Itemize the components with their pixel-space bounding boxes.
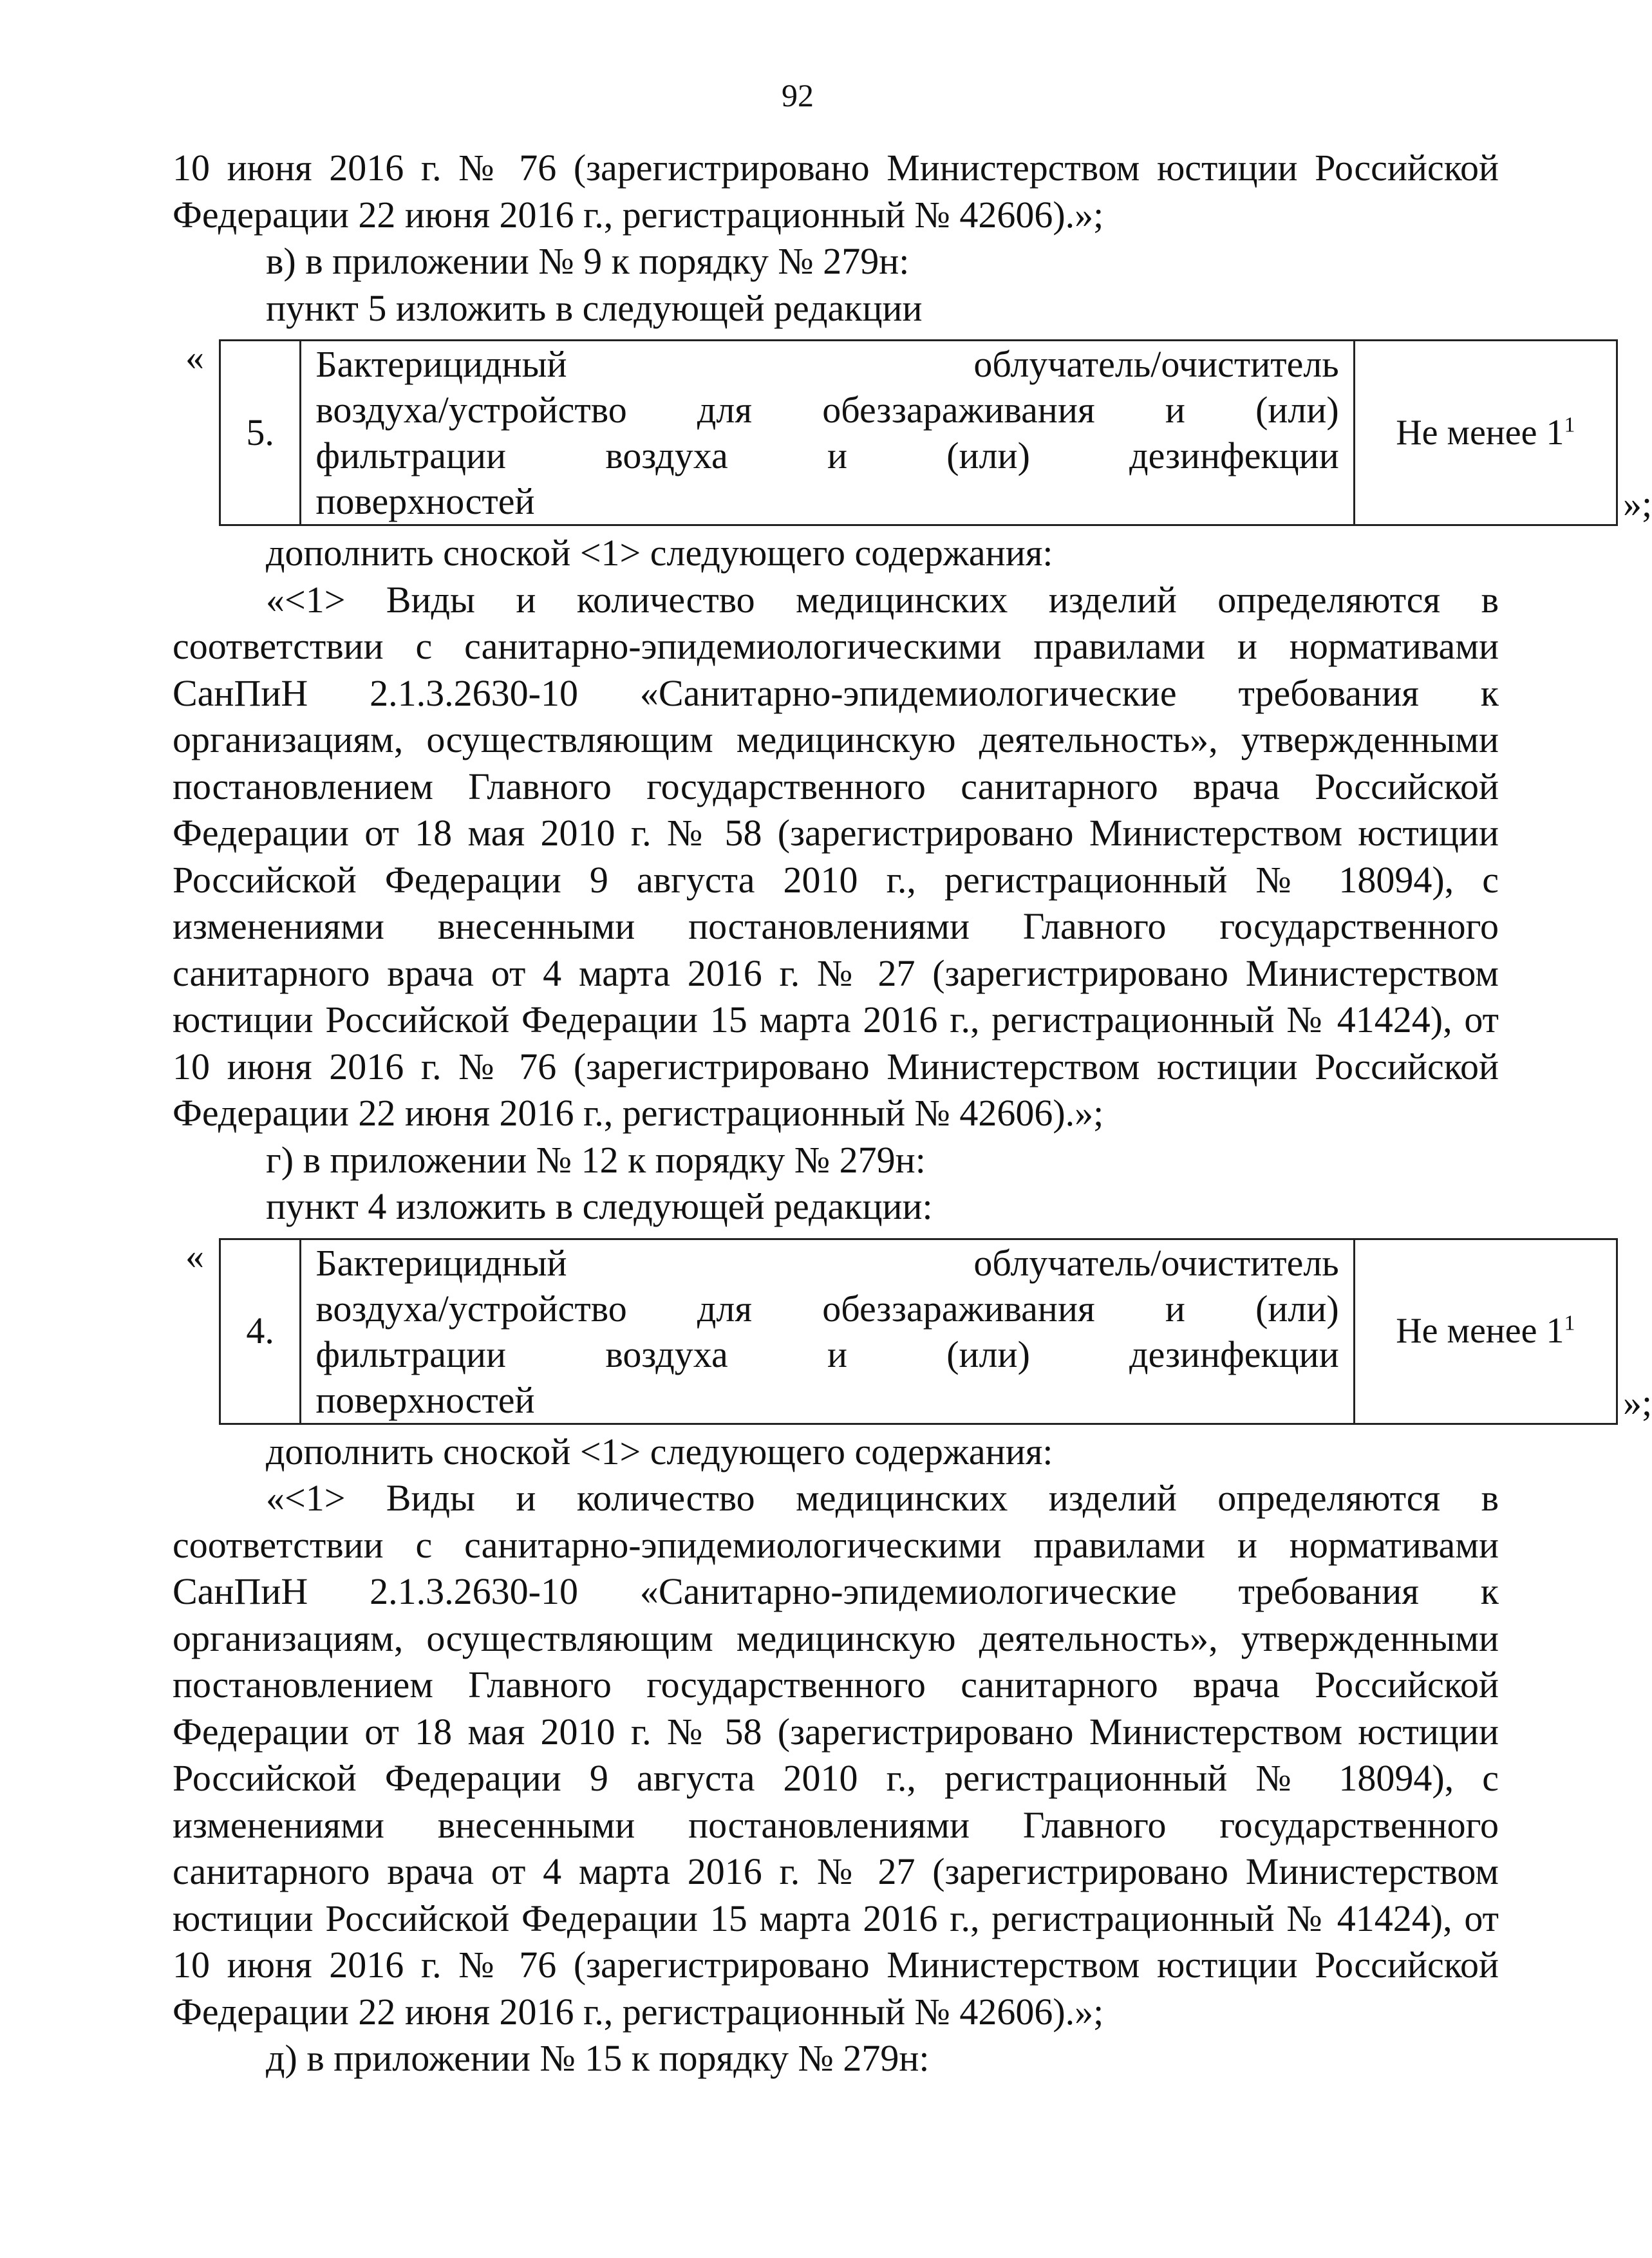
text-line: санитарного врача от 4 марта 2016 г. № 27 (зарегистрировано Министерством: [173, 952, 1499, 994]
section-g-table: [219, 1238, 1618, 1425]
quantity-text: Не менее 1: [1396, 412, 1564, 453]
text-line: санитарного врача от 4 марта 2016 г. № 27 (зарегистрировано Министерством: [173, 1850, 1499, 1892]
document-body: [173, 145, 1652, 2082]
text-line: «<1> Виды и количество медицинских изделий определяются в: [266, 578, 1499, 621]
intro-paragraph: [173, 145, 1499, 238]
item-number: 4.: [220, 1239, 301, 1424]
section-v-instruction: пункт 5 изложить в следующей редакции: [266, 287, 923, 329]
text-line: СанПиН 2.1.3.2630-10 «Санитарно-эпидемиологические требования к: [173, 672, 1499, 714]
section-v-table-block: [173, 334, 1652, 527]
text-line: Российской Федерации 9 августа 2010 г., регистрационный № 18094), с: [173, 858, 1499, 901]
description-line: фильтрации воздуха и (или) дезинфекции: [315, 1333, 1339, 1375]
description-line: Бактерицидный облучатель/очиститель: [315, 1241, 1339, 1284]
description-line: воздуха/устройство для обеззараживания и (или): [315, 1287, 1339, 1330]
text-line: 10 июня 2016 г. № 76 (зарегистрировано Министерством юстиции Российской: [173, 147, 1499, 189]
text-line: юстиции Российской Федерации 15 марта 2016 г., регистрационный № 41424), от: [173, 999, 1499, 1040]
footnote-marker: 1: [1564, 1311, 1575, 1335]
text-line: 10 июня 2016 г. № 76 (зарегистрировано Министерством юстиции Российской: [173, 1944, 1499, 1986]
open-quote: «: [185, 1234, 204, 1277]
section-g-footnote-intro: дополнить сноской <1> следующего содержания:: [266, 1430, 1053, 1472]
item-number: 5.: [220, 341, 301, 525]
item-quantity: [1354, 1239, 1617, 1424]
text-line: изменениями внесенными постановлениями Главного государственного: [173, 905, 1499, 947]
section-v-heading: в) в приложении № 9 к порядку № 279н:: [266, 240, 910, 282]
text-line: 10 июня 2016 г. № 76 (зарегистрировано Министерством юстиции Российской: [173, 1045, 1499, 1087]
quantity-text: Не менее 1: [1396, 1311, 1564, 1351]
close-quote: »;: [1623, 483, 1652, 525]
text-line: Российской Федерации 9 августа 2010 г., регистрационный № 18094), с: [173, 1757, 1499, 1799]
table-row: [220, 1239, 1617, 1424]
text-line: СанПиН 2.1.3.2630-10 «Санитарно-эпидемиологические требования к: [173, 1570, 1499, 1612]
open-quote: «: [185, 336, 204, 378]
item-description: [301, 341, 1354, 525]
text-line: Федерации от 18 мая 2010 г. № 58 (зарегистрировано Министерством юстиции: [173, 812, 1499, 854]
section-g-footnote: [173, 1475, 1499, 2035]
section-d-heading: д) в приложении № 15 к порядку № 279н:: [266, 2037, 930, 2079]
section-g-heading: г) в приложении № 12 к порядку № 279н:: [266, 1138, 926, 1181]
description-line: Бактерицидный облучатель/очиститель: [315, 343, 1339, 385]
close-quote: »;: [1623, 1381, 1652, 1424]
text-line: изменениями внесенными постановлениями Главного государственного: [173, 1803, 1499, 1846]
text-line: юстиции Российской Федерации 15 марта 2016 г., регистрационный № 41424), от: [173, 1897, 1499, 1939]
text-line: организациям, осуществляющим медицинскую деятельность», утвержденными: [173, 719, 1499, 760]
text-line: организациям, осуществляющим медицинскую деятельность», утвержденными: [173, 1617, 1499, 1659]
page-number: 92: [782, 77, 814, 113]
section-v-table: [219, 339, 1618, 526]
text-line: Федерации от 18 мая 2010 г. № 58 (зарегистрировано Министерством юстиции: [173, 1710, 1499, 1753]
text-line: соответствии с санитарно-эпидемиологическими правилами и нормативами: [173, 625, 1499, 667]
text-line: постановлением Главного государственного санитарного врача Российской: [173, 765, 1499, 807]
description-line: поверхностей: [315, 480, 535, 522]
footnote-marker: 1: [1564, 413, 1575, 437]
section-g-table-block: [173, 1233, 1652, 1426]
text-line: постановлением Главного государственного санитарного врача Российской: [173, 1664, 1499, 1706]
table-row: [220, 341, 1617, 525]
section-v-footnote: [173, 577, 1499, 1137]
text-line: Федерации 22 июня 2016 г., регистрационный № 42606).»;: [173, 1092, 1104, 1134]
text-line: «<1> Виды и количество медицинских изделий определяются в: [266, 1477, 1499, 1519]
description-line: воздуха/устройство для обеззараживания и (или): [315, 389, 1339, 431]
item-description: [301, 1239, 1354, 1424]
section-v-footnote-intro: дополнить сноской <1> следующего содержания:: [266, 532, 1053, 574]
text-line: Федерации 22 июня 2016 г., регистрационный № 42606).»;: [173, 193, 1104, 236]
text-line: соответствии с санитарно-эпидемиологическими правилами и нормативами: [173, 1523, 1499, 1566]
text-line: Федерации 22 июня 2016 г., регистрационный № 42606).»;: [173, 1990, 1104, 2033]
item-quantity: [1354, 341, 1617, 525]
description-line: поверхностей: [315, 1378, 535, 1421]
description-line: фильтрации воздуха и (или) дезинфекции: [315, 435, 1339, 476]
section-g-instruction: пункт 4 изложить в следующей редакции:: [266, 1185, 933, 1227]
